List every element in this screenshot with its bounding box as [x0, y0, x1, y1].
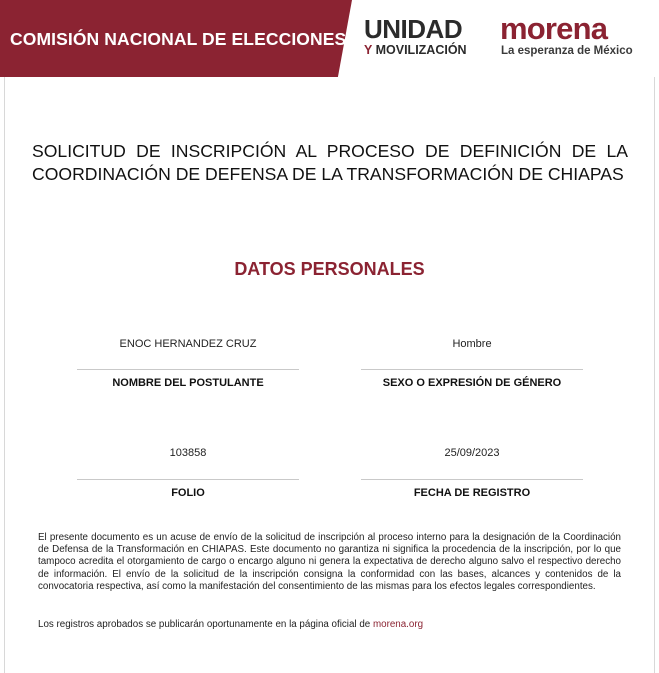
field-fecha — [361, 445, 583, 499]
field-divider — [77, 369, 299, 370]
document-header — [0, 0, 659, 77]
field-divider — [361, 479, 583, 480]
movilizacion-word: MOVILIZACIÓN — [375, 43, 467, 57]
field-folio — [77, 445, 299, 499]
field-fecha-label: FECHA DE REGISTRO — [413, 487, 531, 499]
field-divider — [361, 369, 583, 370]
field-divider — [77, 479, 299, 480]
field-folio-label: FOLIO — [171, 487, 205, 499]
field-sexo — [361, 336, 583, 389]
field-nombre — [77, 336, 299, 389]
movilizacion-y: Y — [364, 43, 373, 57]
section-heading: DATOS PERSONALES — [234, 259, 425, 279]
movilizacion-logo-text — [364, 43, 467, 57]
field-sexo-value: Hombre — [452, 338, 492, 350]
morena-link[interactable]: morena.org — [372, 619, 424, 630]
morena-logo: morena — [500, 11, 608, 46]
field-nombre-label: NOMBRE DEL POSTULANTE — [112, 377, 264, 389]
registry-note — [38, 619, 423, 630]
legal-notice: El presente documento es un acuse de envío de la solicitud de inscripción al proceso interno para la designación de la Coordinación de Defensa de la Transformación en CHIAPAS. Este documento no garantiza ni significa la procedencia de la inscripción, por lo que tampoco acredita el otorgamiento de cargo o encargo alguno ni genera la expectativa de derecho alguno salvo el respectivo derecho de información. El envío de la solicitud de la inscripción consigna la conformidad con las bases, alcances y contenidos de la convocatoria respectiva, así como la manifestación del consentimiento de las mismas para los efectos legales correspondientes. — [38, 532, 621, 592]
field-folio-value: 103858 — [169, 447, 207, 459]
commission-title: COMISIÓN NACIONAL DE ELECCIONES — [10, 29, 347, 49]
unidad-logo-text: UNIDAD — [364, 14, 463, 44]
registry-text: Los registros aprobados se publicarán oportunamente en la página oficial de — [38, 619, 373, 630]
document-title: SOLICITUD DE INSCRIPCIÓN AL PROCESO DE DEFINICIÓN DE LA COORDINACIÓN DE DEFENSA DE LA TRANSFORMACIÓN DE CHIAPAS — [32, 141, 628, 184]
field-sexo-label: SEXO O EXPRESIÓN DE GÉNERO — [382, 377, 562, 389]
morena-slogan: La esperanza de México — [501, 45, 633, 57]
field-fecha-value: 25/09/2023 — [444, 447, 500, 459]
field-nombre-value: ENOC HERNANDEZ CRUZ — [119, 338, 257, 350]
